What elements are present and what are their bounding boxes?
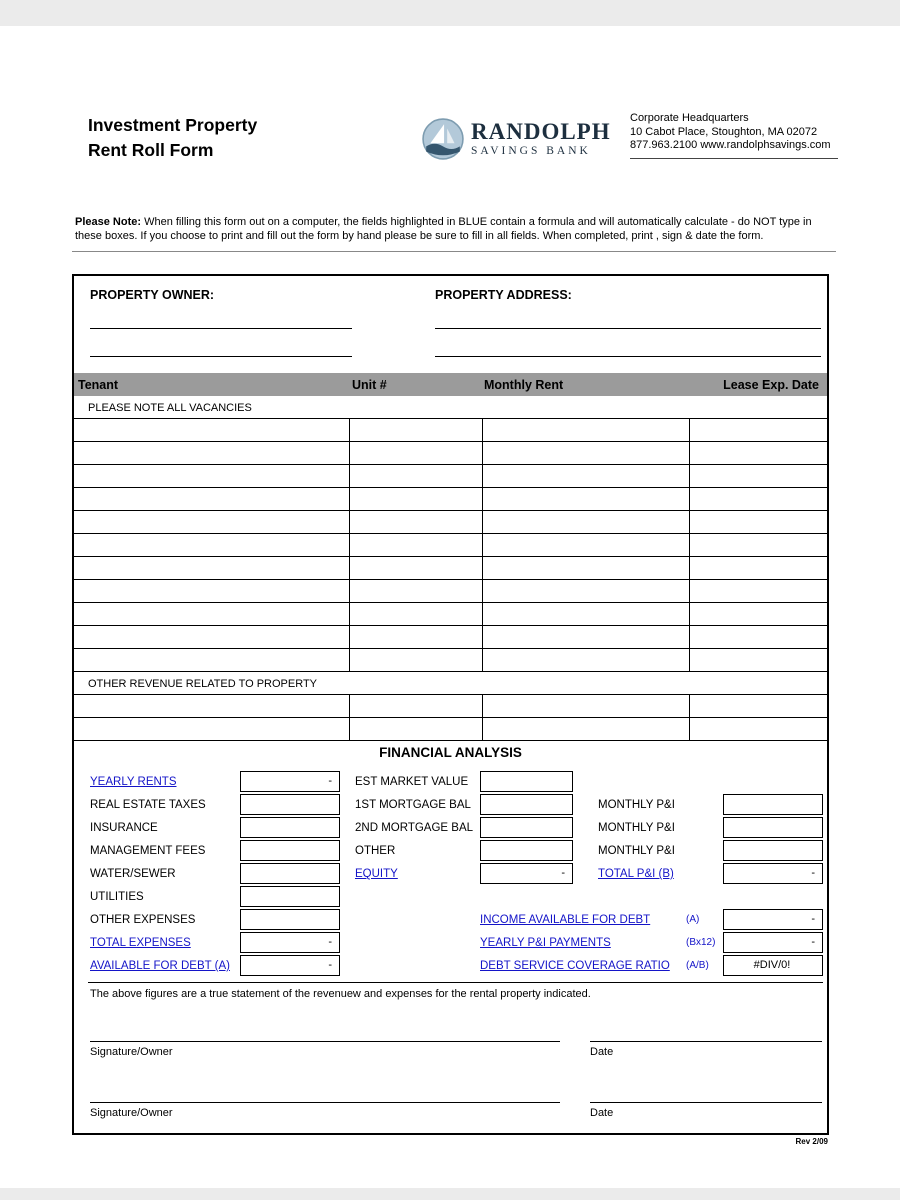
financial-row-label: INSURANCE [90,822,158,834]
table-cell[interactable] [74,419,350,441]
financial-value-box[interactable]: - [480,863,573,884]
financial-row-label: EQUITY [355,868,398,880]
financial-row [355,817,575,840]
financial-value-box[interactable] [240,863,340,884]
financial-value-box[interactable] [240,840,340,861]
table-cell[interactable] [74,557,350,579]
tenant-rows [74,419,827,672]
bank-logo-text [471,120,611,158]
financial-row [90,955,356,978]
table-row [74,534,827,557]
financial-row [355,863,575,886]
corporate-headquarters-block [630,112,838,159]
table-cell[interactable] [350,511,483,533]
financial-row-label: WATER/SEWER [90,868,176,880]
financial-payments-column [598,794,824,886]
financial-summary-value-box[interactable]: - [723,932,823,953]
table-row [74,626,827,649]
other-revenue-note-row: OTHER REVENUE RELATED TO PROPERTY [74,672,827,695]
table-row [74,511,827,534]
table-cell[interactable] [690,511,827,533]
date-label-2: Date [590,1107,614,1119]
financial-value-box[interactable] [480,817,573,838]
rent-table-header [74,373,827,396]
divider [88,982,823,983]
table-cell[interactable] [483,718,690,740]
truth-statement: The above figures are a true statement of the revenuew and expenses for the rental property indicated. [90,988,591,1000]
table-cell[interactable] [690,626,827,648]
property-owner-line-1[interactable] [90,328,352,329]
table-cell[interactable] [483,580,690,602]
financial-row-label: EST MARKET VALUE [355,776,469,788]
financial-value-box[interactable] [723,794,823,815]
financial-summary-label: INCOME AVAILABLE FOR DEBT [480,914,651,926]
financial-row [355,771,575,794]
financial-row [598,817,824,840]
property-address-line-1[interactable] [435,328,821,329]
financial-value-box[interactable] [480,794,573,815]
bank-name: RANDOLPH [471,119,611,144]
financial-row [355,840,575,863]
financial-summary-tag: (A) [686,914,700,925]
signature-owner-label-2: Signature/Owner [90,1107,173,1119]
table-cell[interactable] [74,442,350,464]
property-address-line-2[interactable] [435,356,821,357]
table-cell[interactable] [350,419,483,441]
table-cell[interactable] [74,511,350,533]
financial-row [90,840,356,863]
financial-row-label: AVAILABLE FOR DEBT (A) [90,960,230,972]
page-title [88,113,257,163]
property-owner-label: PROPERTY OWNER: [90,288,215,302]
financial-value-box[interactable] [480,771,573,792]
financial-value-box[interactable]: - [240,955,340,976]
bank-logo [422,118,611,160]
col-header-monthly-rent: Monthly Rent [484,377,564,392]
table-cell[interactable] [483,534,690,556]
financial-row-label: REAL ESTATE TAXES [90,799,206,811]
table-cell[interactable] [74,649,350,671]
table-cell[interactable] [690,718,827,740]
table-row [74,557,827,580]
table-cell[interactable] [483,557,690,579]
table-cell[interactable] [483,442,690,464]
table-cell[interactable] [690,465,827,487]
revision-label: Rev 2/09 [795,1137,828,1146]
table-cell[interactable] [690,603,827,625]
financial-summary-row [480,955,824,978]
table-cell[interactable] [690,649,827,671]
financial-row [90,863,356,886]
table-cell[interactable] [74,603,350,625]
table-cell[interactable] [350,465,483,487]
financial-row-label: MONTHLY P&I [598,845,675,857]
hq-line2: 10 Cabot Place, Stoughton, MA 02072 [630,125,818,138]
note-lead: Please Note: [75,216,142,228]
table-cell[interactable] [350,695,483,717]
financial-row-label: TOTAL P&I (B) [598,868,674,880]
table-cell[interactable] [74,534,350,556]
table-cell[interactable] [350,488,483,510]
financial-market-column [355,771,575,886]
col-header-lease-exp: Lease Exp. Date [723,377,819,392]
table-row [74,488,827,511]
financial-value-box[interactable] [723,840,823,861]
divider [72,251,836,252]
table-cell[interactable] [690,557,827,579]
page-title-line1: Investment Property [88,115,258,135]
table-cell[interactable] [690,488,827,510]
table-cell[interactable] [483,603,690,625]
financial-summary-value-box[interactable]: #DIV/0! [723,955,823,976]
financial-value-box[interactable] [480,840,573,861]
financial-summary-label: YEARLY P&I PAYMENTS [480,937,611,949]
table-row [74,603,827,626]
table-cell[interactable] [483,465,690,487]
date-line-1[interactable] [590,1041,822,1042]
financial-value-box[interactable] [240,794,340,815]
hq-line3: 877.963.2100 www.randolphsavings.com [630,139,831,151]
table-cell[interactable] [483,488,690,510]
financial-row [90,886,356,909]
table-row [74,580,827,603]
table-cell[interactable] [350,626,483,648]
bottom-margin-band [0,1188,900,1200]
table-cell[interactable] [483,511,690,533]
date-line-2[interactable] [590,1102,822,1103]
financial-summary-tag: (Bx12) [686,937,716,948]
financial-value-box[interactable]: - [240,932,340,953]
financial-row-label: MONTHLY P&I [598,822,675,834]
financial-expenses-column [90,771,356,978]
financial-value-box[interactable] [240,909,340,930]
col-header-unit: Unit # [352,377,387,392]
table-cell[interactable] [74,465,350,487]
table-cell[interactable] [350,442,483,464]
signature-owner-label-1: Signature/Owner [90,1046,173,1058]
table-row [74,465,827,488]
col-header-tenant: Tenant [78,377,119,392]
financial-row [90,932,356,955]
financial-row [90,817,356,840]
financial-row [598,794,824,817]
financial-row-label: 1ST MORTGAGE BAL [355,799,471,811]
financial-row-label: MANAGEMENT FEES [90,845,206,857]
table-cell[interactable] [483,419,690,441]
instruction-note [75,216,837,243]
date-label-1: Date [590,1046,614,1058]
page-title-line2: Rent Roll Form [88,140,214,160]
financial-summary-label: DEBT SERVICE COVERAGE RATIO [480,960,670,972]
financial-summary-value-box[interactable]: - [723,909,823,930]
top-margin-band [0,0,900,26]
table-cell[interactable] [74,695,350,717]
financial-row [90,794,356,817]
table-cell[interactable] [690,419,827,441]
financial-row-label: 2ND MORTGAGE BAL [355,822,474,834]
note-body: When filling this form out on a computer, the fields highlighted in BLUE contain a formula and will automatically calculate - do NOT type in these boxes. If you choose to print and fill out the form by hand please be sure to fill in all fields. When completed, print , sign & date the form. [75,216,812,242]
table-row [74,649,827,672]
financial-value-box[interactable] [723,817,823,838]
other-revenue-rows [74,695,827,741]
table-cell[interactable] [350,580,483,602]
financial-analysis-title: FINANCIAL ANALYSIS [379,745,522,760]
financial-value-box[interactable]: - [723,863,823,884]
table-cell[interactable] [483,626,690,648]
table-cell[interactable] [690,580,827,602]
financial-row [355,794,575,817]
table-cell[interactable] [350,534,483,556]
bank-subname: SAVINGS BANK [471,145,591,157]
financial-row-label: YEARLY RENTS [90,776,177,788]
property-address-label: PROPERTY ADDRESS: [435,288,572,302]
table-cell[interactable] [74,580,350,602]
financial-row-label: MONTHLY P&I [598,799,675,811]
financial-summary-column [480,909,824,978]
vacancy-note-row: PLEASE NOTE ALL VACANCIES [74,396,827,419]
property-owner-line-2[interactable] [90,356,352,357]
table-cell[interactable] [690,534,827,556]
sailboat-logo-icon [422,118,464,160]
table-cell[interactable] [350,718,483,740]
table-cell[interactable] [74,488,350,510]
table-row [74,442,827,465]
table-cell[interactable] [350,603,483,625]
financial-value-box[interactable] [240,817,340,838]
financial-value-box[interactable]: - [240,771,340,792]
financial-summary-row [480,909,824,932]
financial-summary-tag: (A/B) [686,960,709,971]
financial-row [90,771,356,794]
table-cell[interactable] [74,718,350,740]
financial-row [598,863,824,886]
table-cell[interactable] [483,695,690,717]
table-cell[interactable] [350,649,483,671]
financial-row-label: OTHER EXPENSES [90,914,196,926]
table-row [74,718,827,741]
signature-line-2[interactable] [90,1102,560,1103]
rent-roll-form [72,274,829,1135]
financial-summary-row [480,932,824,955]
financial-value-box[interactable] [240,886,340,907]
table-cell[interactable] [690,695,827,717]
table-cell[interactable] [690,442,827,464]
table-cell[interactable] [74,626,350,648]
table-row [74,419,827,442]
financial-row [90,909,356,932]
table-cell[interactable] [350,557,483,579]
table-cell[interactable] [483,649,690,671]
hq-line1: Corporate Headquarters [630,112,749,124]
financial-row-label: UTILITIES [90,891,144,903]
signature-line-1[interactable] [90,1041,560,1042]
table-row [74,695,827,718]
financial-row-label: TOTAL EXPENSES [90,937,191,949]
financial-row [598,840,824,863]
financial-row-label: OTHER [355,845,396,857]
